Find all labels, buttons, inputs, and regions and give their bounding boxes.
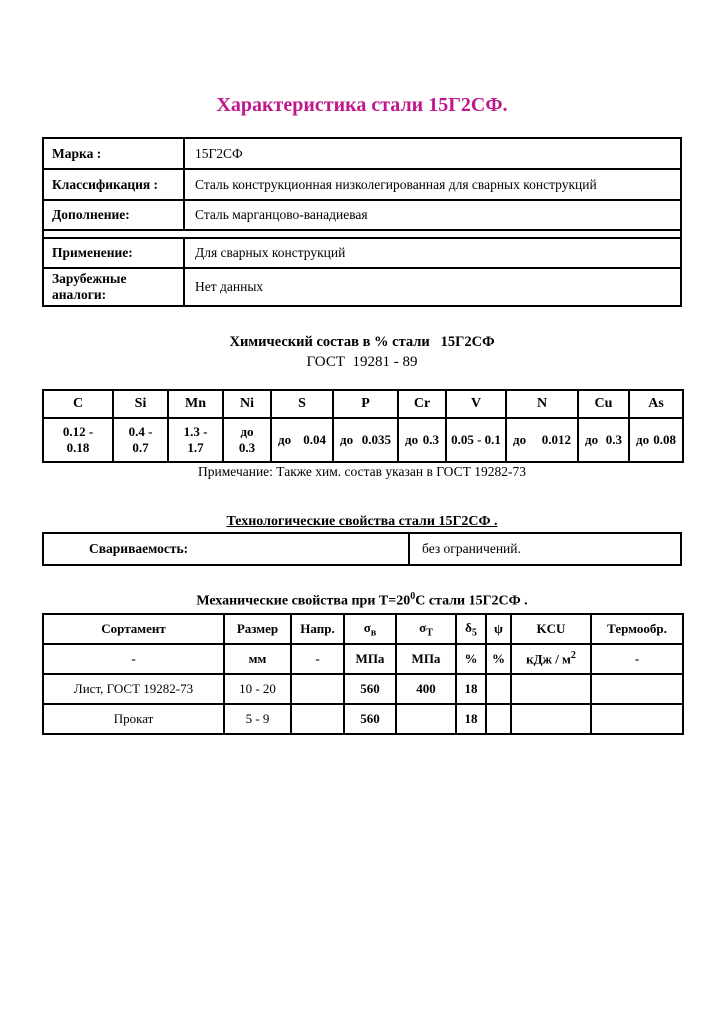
mech-data-row (43, 704, 683, 734)
mech-psi (486, 674, 511, 704)
info-label-dopolnenie: Дополнение: (43, 200, 184, 230)
mech-sigma-t (396, 704, 456, 734)
mech-header-sigma-t: $\sigma_Т$ (396, 614, 456, 644)
gost-subheading: ГОСТ 19281 - 89 (306, 354, 418, 370)
mech-size: 5 - 9 (224, 704, 291, 734)
mech-napr (291, 704, 344, 734)
table-row (43, 200, 681, 230)
info-label-analogi: Зарубежные аналоги: (43, 268, 184, 306)
mech-kcu (511, 704, 591, 734)
weldability-value: без ограничений. (409, 533, 681, 565)
table-row (43, 238, 681, 268)
info-value-primenenie: Для сварных конструкций (184, 238, 681, 268)
page-title: Характеристика стали 15Г2СФ. (216, 94, 508, 116)
chemical-section-heading (42, 332, 682, 372)
chem-header-cr: Cr (398, 390, 446, 418)
mech-header-delta5: $\delta_5$ (456, 614, 486, 644)
chem-value-cr: до 0.3 (398, 418, 446, 462)
mech-header-sortament: Сортамент (43, 614, 224, 644)
chem-header-n: N (506, 390, 578, 418)
chem-header-cu: Cu (578, 390, 629, 418)
technological-properties-table (42, 532, 682, 566)
mech-unit-termo: - (591, 644, 683, 674)
chem-header-s: S (271, 390, 333, 418)
table-row (43, 138, 681, 169)
chemical-composition-table (42, 389, 684, 463)
chem-value-cu: до 0.3 (578, 418, 629, 462)
mech-units-row (43, 644, 683, 674)
chem-note: Примечание: Также хим. состав указан в ГОСТ 19282-73 (198, 464, 526, 479)
separator-row (43, 230, 681, 238)
mech-kcu (511, 674, 591, 704)
mech-delta5: 18 (456, 674, 486, 704)
superscript-zero: 0 (410, 591, 416, 602)
mech-unit-delta5: % (456, 644, 486, 674)
chem-value-p: до 0.035 (333, 418, 398, 462)
chem-header-ni: Ni (223, 390, 271, 418)
chem-header-row (43, 390, 683, 418)
chem-header-as: As (629, 390, 683, 418)
info-value-analogi: Нет данных (184, 268, 681, 306)
chem-values-row (43, 418, 683, 462)
mech-termo (591, 674, 683, 704)
mech-header-row (43, 614, 683, 644)
separator-cell (43, 230, 681, 238)
mech-unit-sigma-t: МПа (396, 644, 456, 674)
info-label-marka: Марка : (43, 138, 184, 169)
mech-header-napr: Напр. (291, 614, 344, 644)
chemical-heading-line: Химический состав в % стали 15Г2СФ (229, 334, 495, 350)
tech-section-heading: Технологические свойства стали 15Г2СФ . (226, 514, 498, 529)
info-value-dopolnenie: Сталь марганцово-ванадиевая (184, 200, 681, 230)
info-label-primenenie: Применение: (43, 238, 184, 268)
mech-termo (591, 704, 683, 734)
mech-unit-psi: % (486, 644, 511, 674)
info-value-klassifikaciya: Сталь конструкционная низколегированная для сварных конструкций (184, 169, 681, 200)
mech-data-row (43, 674, 683, 704)
chem-value-s: до 0.04 (271, 418, 333, 462)
mech-unit-size: мм (224, 644, 291, 674)
chem-header-c: C (43, 390, 113, 418)
weldability-label: Свариваемость: (43, 533, 409, 565)
chem-value-ni: до 0.3 (223, 418, 271, 462)
mech-sigma-b: 560 (344, 704, 396, 734)
chem-value-c: 0.12 - 0.18 (43, 418, 113, 462)
chem-value-mn: 1.3 - 1.7 (168, 418, 223, 462)
table-row (43, 268, 681, 306)
mech-napr (291, 674, 344, 704)
mech-sigma-b: 560 (344, 674, 396, 704)
mech-sortament: Прокат (43, 704, 224, 734)
mech-size: 10 - 20 (224, 674, 291, 704)
mech-header-psi: ψ (486, 614, 511, 644)
chem-header-mn: Mn (168, 390, 223, 418)
mechanical-properties-table (42, 613, 684, 735)
chem-value-as: до 0.08 (629, 418, 683, 462)
chem-header-p: P (333, 390, 398, 418)
mech-unit-sortament: - (43, 644, 224, 674)
mech-psi (486, 704, 511, 734)
mech-unit-napr: - (291, 644, 344, 674)
table-row (43, 169, 681, 200)
steel-info-table (42, 137, 682, 307)
mech-sigma-t: 400 (396, 674, 456, 704)
mech-delta5: 18 (456, 704, 486, 734)
mech-unit-kcu: кДж / $м^2$ (511, 644, 591, 674)
chem-value-v: 0.05 - 0.1 (446, 418, 506, 462)
table-row (43, 533, 681, 565)
mech-sortament: Лист, ГОСТ 19282-73 (43, 674, 224, 704)
mech-header-kcu: KCU (511, 614, 591, 644)
chem-header-v: V (446, 390, 506, 418)
mech-header-sigma-b: $\sigma_в$ (344, 614, 396, 644)
mech-unit-sigma-b: МПа (344, 644, 396, 674)
chem-value-n: до 0.012 (506, 418, 578, 462)
info-label-klassifikaciya: Классификация : (43, 169, 184, 200)
chem-value-si: 0.4 - 0.7 (113, 418, 168, 462)
mech-header-size: Размер (224, 614, 291, 644)
info-value-marka: 15Г2СФ (184, 138, 681, 169)
mech-header-termo: Термообр. (591, 614, 683, 644)
chem-header-si: Si (113, 390, 168, 418)
mech-section-heading: Механические свойства при $Т=20^0С$ стали 15Г2СФ . (196, 591, 528, 609)
